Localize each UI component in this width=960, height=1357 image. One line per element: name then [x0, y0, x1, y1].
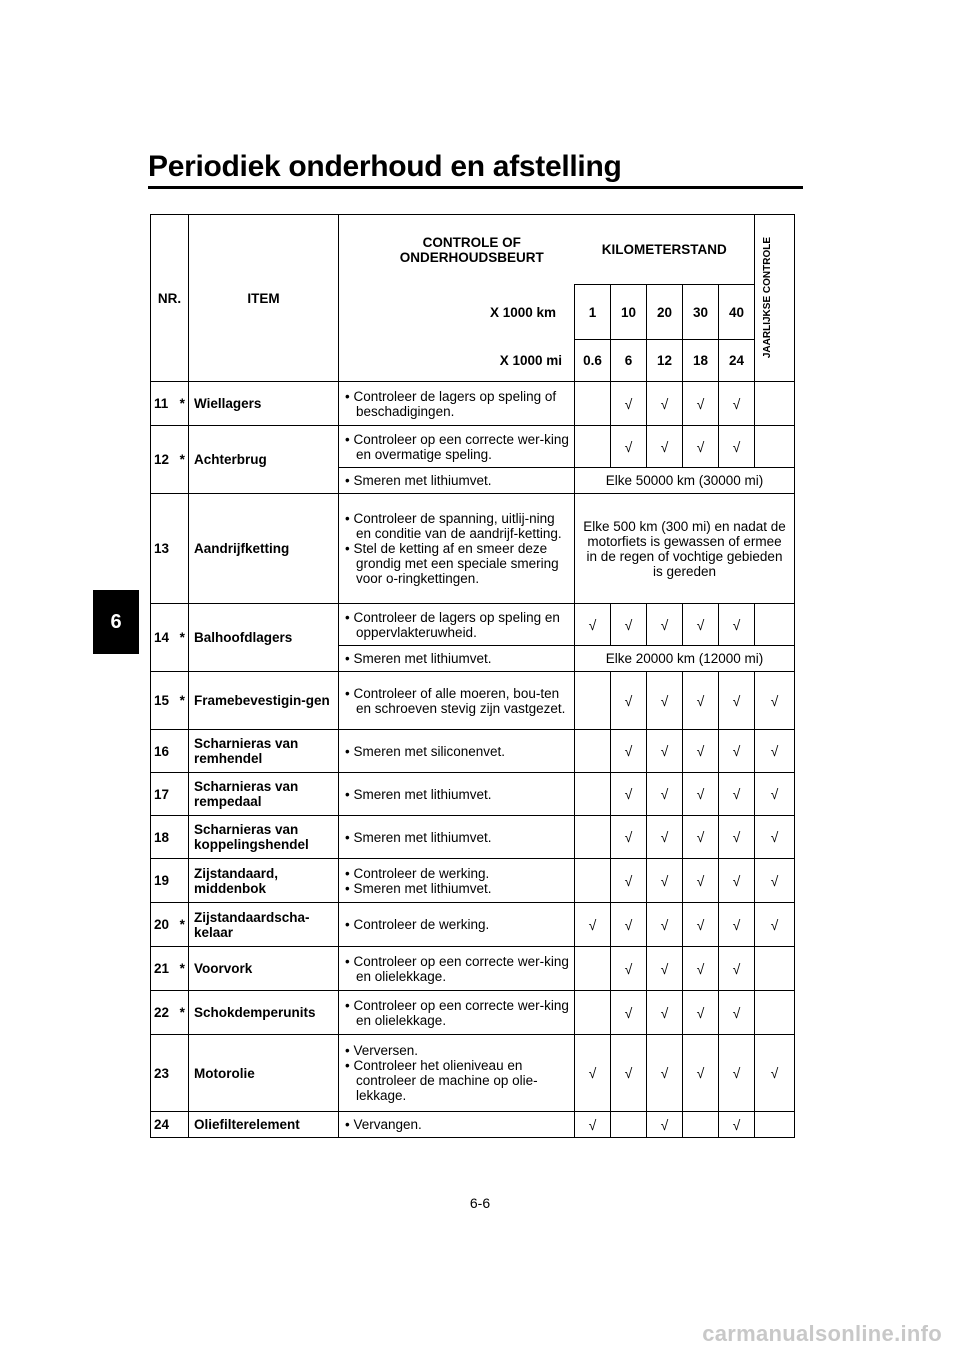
- check-mark: √: [755, 859, 795, 903]
- check-mark: √: [719, 730, 755, 773]
- check-mark: √: [647, 859, 683, 903]
- check-mark: √: [647, 730, 683, 773]
- row-item: Voorvork: [189, 947, 339, 991]
- check-mark: [575, 730, 611, 773]
- header-km-label: X 1000 km: [339, 285, 575, 340]
- check-mark: √: [611, 991, 647, 1035]
- check-mark: [575, 672, 611, 730]
- row-star: [177, 859, 189, 903]
- table-row: [151, 903, 795, 947]
- row-number: 18: [151, 816, 177, 859]
- check-mark: √: [611, 1035, 647, 1112]
- row-action: [339, 991, 575, 1035]
- row-item: Aandrijfketting: [189, 494, 339, 604]
- check-mark: √: [683, 816, 719, 859]
- check-mark: √: [611, 859, 647, 903]
- row-action: [339, 903, 575, 947]
- row-number: 11: [151, 382, 177, 426]
- action-line: • Verversen.: [345, 1043, 419, 1058]
- table-row: [151, 672, 795, 730]
- check-mark: √: [611, 773, 647, 816]
- row-star: [177, 494, 189, 604]
- header-odometer: KILOMETERSTAND: [575, 215, 755, 285]
- row-action: [339, 1112, 575, 1138]
- action-line: • Controleer de werking.: [345, 865, 490, 881]
- row-number: 21: [151, 947, 177, 991]
- check-mark: [575, 947, 611, 991]
- check-mark: √: [755, 903, 795, 947]
- table-row: [151, 773, 795, 816]
- row-item: Scharnieras van remhendel: [189, 730, 339, 773]
- row-star: [177, 1112, 189, 1138]
- action-line: • Controleer of alle moeren, bou-ten en schroeven stevig zijn vastgezet.: [345, 685, 566, 716]
- row-item: Schokdemperunits: [189, 991, 339, 1035]
- row-action: [339, 859, 575, 903]
- row-number: 23: [151, 1035, 177, 1112]
- header-mi-value: 0.6: [575, 340, 611, 382]
- header-km-value: 20: [647, 285, 683, 340]
- check-mark: √: [647, 1112, 683, 1138]
- row-item: Wiellagers: [189, 382, 339, 426]
- row-number: 20: [151, 903, 177, 947]
- row-number: 13: [151, 494, 177, 604]
- page-title: Periodiek onderhoud en afstelling: [148, 150, 622, 183]
- header-nr: NR.: [151, 215, 189, 382]
- row-star: [177, 730, 189, 773]
- check-mark: [575, 773, 611, 816]
- check-mark: √: [719, 947, 755, 991]
- table-row: [151, 816, 795, 859]
- check-mark: √: [683, 903, 719, 947]
- action-line: • Smeren met siliconenvet.: [345, 743, 506, 759]
- watermark: carmanualsonline.info: [702, 1321, 942, 1346]
- row-action: [339, 604, 575, 646]
- table-row: [151, 1112, 795, 1138]
- check-mark: √: [683, 991, 719, 1035]
- check-mark: √: [647, 604, 683, 646]
- row-star: *: [177, 382, 189, 426]
- row-interval: Elke 500 km (300 mi) en nadat de motorfiets is gewassen of ermee in de regen of vochtige gebieden is gereden: [575, 494, 795, 604]
- check-mark: √: [683, 1035, 719, 1112]
- action-line: • Controleer op een correcte wer-king en olielekkage.: [345, 953, 569, 984]
- check-mark: √: [719, 604, 755, 646]
- action-line: • Stel de ketting af en smeer deze grondig met een speciale smering voor o-ringkettingen.: [345, 541, 559, 586]
- row-star: *: [177, 672, 189, 730]
- check-mark: √: [683, 382, 719, 426]
- action-line: • Vervangen.: [345, 1117, 422, 1132]
- row-item: Motorolie: [189, 1035, 339, 1112]
- header-km-value: 40: [719, 285, 755, 340]
- check-mark: √: [611, 604, 647, 646]
- check-mark: [575, 816, 611, 859]
- header-mi-value: 6: [611, 340, 647, 382]
- check-mark: √: [719, 773, 755, 816]
- check-mark: √: [647, 991, 683, 1035]
- check-mark: √: [719, 1035, 755, 1112]
- header-mi-value: 18: [683, 340, 719, 382]
- action-line: • Controleer het olieniveau en controleer de machine op olie-lekkage.: [345, 1058, 538, 1103]
- check-mark: √: [647, 382, 683, 426]
- check-mark: [755, 426, 795, 468]
- row-number: 12: [151, 426, 177, 494]
- row-star: *: [177, 903, 189, 947]
- check-mark: [575, 426, 611, 468]
- row-star: *: [177, 426, 189, 494]
- row-action: [339, 1035, 575, 1112]
- row-action: [339, 468, 575, 494]
- row-interval: Elke 50000 km (30000 mi): [575, 468, 795, 494]
- row-action: [339, 646, 575, 672]
- row-number: 17: [151, 773, 177, 816]
- action-line: • Smeren met lithiumvet.: [345, 786, 492, 802]
- check-mark: √: [683, 773, 719, 816]
- action-line: • Controleer de lagers op speling of beschadigingen.: [345, 388, 557, 419]
- action-line: • Smeren met lithiumvet.: [345, 651, 492, 666]
- check-mark: [575, 382, 611, 426]
- check-mark: [575, 859, 611, 903]
- table-row: [151, 1035, 795, 1112]
- check-mark: √: [683, 947, 719, 991]
- action-line: • Controleer de spanning, uitlij-ning en conditie van de aandrijf-ketting.: [345, 511, 562, 541]
- action-line: • Controleer op een correcte wer-king en olielekkage.: [345, 997, 569, 1028]
- header-mi-label: X 1000 mi: [339, 340, 575, 382]
- action-line: • Smeren met lithiumvet.: [345, 880, 492, 896]
- table-row: [151, 382, 795, 426]
- row-number: 24: [151, 1112, 177, 1138]
- row-star: [177, 1035, 189, 1112]
- check-mark: √: [611, 672, 647, 730]
- table-row: [151, 991, 795, 1035]
- check-mark: [755, 382, 795, 426]
- row-item: Zijstandaard, middenbok: [189, 859, 339, 903]
- check-mark: [755, 991, 795, 1035]
- check-mark: √: [575, 604, 611, 646]
- chapter-tab: 6: [93, 590, 139, 654]
- row-star: *: [177, 604, 189, 672]
- check-mark: √: [683, 859, 719, 903]
- maintenance-table: [150, 214, 795, 1138]
- check-mark: √: [683, 730, 719, 773]
- row-item: Zijstandaardscha-kelaar: [189, 903, 339, 947]
- row-action: [339, 426, 575, 468]
- check-mark: √: [719, 816, 755, 859]
- table-row: [151, 604, 795, 646]
- table-row: [151, 494, 795, 604]
- action-line: • Smeren met lithiumvet.: [345, 829, 492, 845]
- check-mark: [611, 1112, 647, 1138]
- row-number: 22: [151, 991, 177, 1035]
- row-star: *: [177, 947, 189, 991]
- check-mark: √: [611, 816, 647, 859]
- check-mark: √: [575, 1035, 611, 1112]
- check-mark: √: [647, 773, 683, 816]
- check-mark: √: [647, 947, 683, 991]
- row-number: 15: [151, 672, 177, 730]
- action-line: • Smeren met lithiumvet.: [345, 473, 492, 488]
- check-mark: √: [683, 604, 719, 646]
- row-action: [339, 672, 575, 730]
- header-mi-value: 12: [647, 340, 683, 382]
- row-star: [177, 773, 189, 816]
- header-item: ITEM: [189, 215, 339, 382]
- check-mark: √: [647, 1035, 683, 1112]
- check-mark: √: [611, 382, 647, 426]
- row-item: Framebevestigin-gen: [189, 672, 339, 730]
- check-mark: √: [611, 903, 647, 947]
- check-mark: √: [647, 672, 683, 730]
- check-mark: √: [575, 1112, 611, 1138]
- row-action: [339, 730, 575, 773]
- check-mark: √: [755, 672, 795, 730]
- check-mark: √: [647, 903, 683, 947]
- row-action: [339, 382, 575, 426]
- header-check: CONTROLE OF ONDERHOUDSBEURT: [339, 215, 575, 285]
- check-mark: [755, 947, 795, 991]
- check-mark: √: [575, 903, 611, 947]
- check-mark: √: [719, 991, 755, 1035]
- check-mark: √: [647, 426, 683, 468]
- check-mark: √: [683, 426, 719, 468]
- row-interval: Elke 20000 km (12000 mi): [575, 646, 795, 672]
- check-mark: √: [611, 730, 647, 773]
- row-number: 16: [151, 730, 177, 773]
- row-action: [339, 816, 575, 859]
- row-action: [339, 773, 575, 816]
- title-rule: [148, 186, 803, 189]
- row-action: [339, 947, 575, 991]
- header-km-value: 1: [575, 285, 611, 340]
- check-mark: [683, 1112, 719, 1138]
- check-mark: [755, 604, 795, 646]
- row-item: Balhoofdlagers: [189, 604, 339, 672]
- check-mark: √: [755, 816, 795, 859]
- row-number: 14: [151, 604, 177, 672]
- row-item: Achterbrug: [189, 426, 339, 494]
- check-mark: √: [611, 426, 647, 468]
- check-mark: √: [755, 1035, 795, 1112]
- action-line: • Controleer op een correcte wer-king en overmatige speling.: [345, 431, 569, 462]
- check-mark: √: [755, 773, 795, 816]
- row-action: [339, 494, 575, 604]
- action-line: • Controleer de lagers op speling en oppervlakteruwheid.: [345, 609, 560, 640]
- check-mark: √: [683, 672, 719, 730]
- row-item: Scharnieras van rempedaal: [189, 773, 339, 816]
- check-mark: √: [719, 382, 755, 426]
- table-row: [151, 859, 795, 903]
- row-star: *: [177, 991, 189, 1035]
- check-mark: √: [611, 947, 647, 991]
- check-mark: √: [755, 730, 795, 773]
- check-mark: [755, 1112, 795, 1138]
- row-star: [177, 816, 189, 859]
- check-mark: √: [719, 859, 755, 903]
- row-item: Oliefilterelement: [189, 1112, 339, 1138]
- check-mark: √: [647, 816, 683, 859]
- header-mi-value: 24: [719, 340, 755, 382]
- check-mark: √: [719, 1112, 755, 1138]
- check-mark: √: [719, 426, 755, 468]
- table-row: [151, 947, 795, 991]
- header-annual: JAARLIJKSE CONTROLE: [755, 215, 795, 382]
- check-mark: √: [719, 903, 755, 947]
- header-km-value: 10: [611, 285, 647, 340]
- check-mark: √: [719, 672, 755, 730]
- table-row: [151, 730, 795, 773]
- header-km-value: 30: [683, 285, 719, 340]
- page-number: 6-6: [469, 1195, 491, 1211]
- action-line: • Controleer de werking.: [345, 917, 490, 932]
- row-number: 19: [151, 859, 177, 903]
- table-row: [151, 426, 795, 468]
- row-item: Scharnieras van koppelingshendel: [189, 816, 339, 859]
- check-mark: [575, 991, 611, 1035]
